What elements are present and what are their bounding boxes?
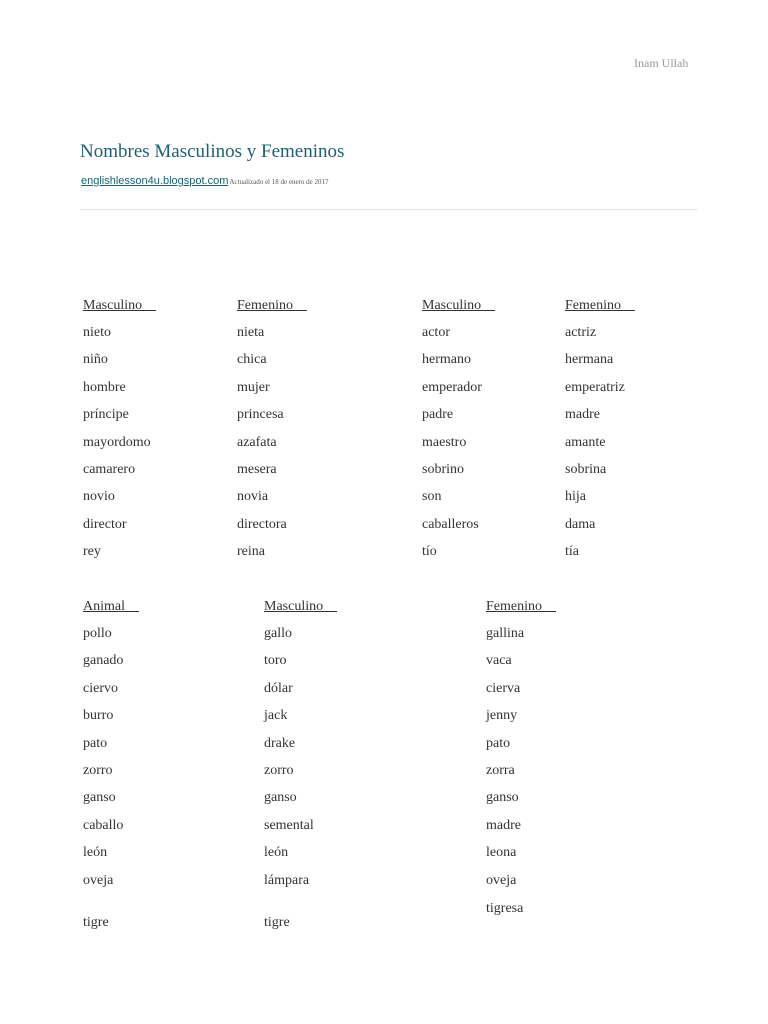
table-cell: rey (83, 544, 101, 560)
column-cells (422, 324, 495, 571)
page-title: Nombres Masculinos y Femeninos (80, 141, 345, 162)
table-cell: hermana (565, 352, 614, 368)
people-feminine-column-2 (565, 297, 635, 571)
people-masculine-column-1 (83, 297, 156, 571)
table-cell: nieto (83, 325, 111, 340)
animal-column (83, 598, 139, 930)
table-cell: príncipe (83, 407, 129, 423)
table-cell: ganado (83, 653, 124, 669)
table-cell: oveja (486, 872, 517, 888)
table-cell: ganso (264, 790, 297, 806)
people-masculine-column-2 (422, 297, 495, 571)
table-cell: mesera (237, 461, 277, 477)
table-cell: vaca (486, 653, 512, 669)
table-cell: jenny (486, 708, 518, 724)
last-cell: tigre (83, 915, 109, 930)
table-cell: león (83, 845, 108, 861)
table-cell: azafata (237, 434, 277, 450)
table-cell: princesa (237, 407, 284, 423)
table-cell: zorro (264, 762, 294, 778)
author-name: Inam Ullah (634, 56, 689, 70)
table-cell: mayordomo (83, 434, 151, 450)
table-cell: tía (565, 544, 579, 560)
table-cell: nieta (237, 325, 265, 340)
column-header: Masculino (83, 298, 157, 313)
table-cell: leona (486, 845, 517, 861)
table-cell: madre (486, 817, 521, 833)
table-cell: sobrino (422, 461, 464, 477)
column-cells (83, 625, 139, 899)
animal-feminine-column (486, 598, 556, 916)
table-cell: actriz (565, 325, 597, 340)
table-cell: oveja (83, 872, 114, 888)
table-cell: hombre (83, 379, 126, 395)
table-cell: jack (264, 708, 288, 724)
table-cell: reina (237, 544, 265, 560)
table-cell: ciervo (83, 680, 118, 696)
divider (80, 209, 697, 210)
table-cell: semental (264, 817, 314, 833)
column-header: Femenino (237, 298, 307, 313)
column-header: Masculino (422, 298, 496, 313)
table-cell: caballo (83, 817, 124, 833)
table-cell: emperatriz (565, 379, 625, 395)
people-feminine-column-1 (237, 297, 307, 571)
table-cell: zorro (83, 762, 113, 778)
table-cell: dama (565, 516, 596, 532)
updated-date: Actualizado el 18 de enero de 2017 (229, 178, 329, 186)
table-cell: pato (486, 735, 511, 751)
table-cell: padre (422, 407, 454, 423)
column-cells (486, 625, 556, 899)
column-cells (565, 324, 635, 571)
column-cells (237, 324, 307, 571)
table-cell: gallo (264, 626, 292, 641)
table-cell: mujer (237, 379, 270, 395)
animal-masculine-column (264, 598, 338, 930)
table-cell: director (83, 516, 127, 532)
table-cell: pato (83, 735, 108, 751)
last-cell: tigre (264, 915, 290, 930)
table-cell: tío (422, 544, 437, 560)
column-header: Masculino (264, 599, 338, 614)
table-cell: niño (83, 352, 108, 368)
table-cell: novia (237, 489, 269, 505)
table-cell: maestro (422, 434, 467, 450)
table-cell: madre (565, 407, 600, 423)
table-cell: dólar (264, 680, 293, 696)
last-cell: tigresa (486, 901, 524, 916)
table-cell: ganso (486, 790, 519, 806)
table-cell: sobrina (565, 461, 607, 477)
table-cell: actor (422, 325, 450, 340)
table-cell: chica (237, 352, 267, 368)
table-cell: lámpara (264, 872, 310, 888)
table-cell: hija (565, 489, 586, 505)
table-cell: novio (83, 489, 115, 505)
column-cells (264, 625, 337, 899)
table-cell: drake (264, 735, 296, 751)
table-cell: zorra (486, 762, 515, 778)
column-header: Femenino (565, 298, 635, 313)
table-cell: emperador (422, 379, 482, 395)
column-cells (83, 324, 156, 571)
table-cell: león (264, 845, 289, 861)
table-cell: ganso (83, 790, 116, 806)
source-line (81, 171, 329, 189)
table-cell: hermano (422, 352, 471, 368)
table-cell: toro (264, 653, 287, 669)
table-cell: caballeros (422, 516, 479, 532)
table-cell: directora (237, 516, 287, 532)
table-cell: cierva (486, 680, 521, 696)
table-cell: gallina (486, 626, 525, 641)
table-cell: camarero (83, 461, 136, 477)
source-link[interactable]: englishlesson4u.blogspot.com (81, 175, 229, 187)
column-header: Femenino (486, 599, 556, 614)
table-cell: pollo (83, 626, 112, 641)
table-cell: burro (83, 708, 114, 724)
table-cell: amante (565, 434, 606, 450)
column-header: Animal (83, 599, 139, 614)
table-cell: son (422, 489, 442, 505)
